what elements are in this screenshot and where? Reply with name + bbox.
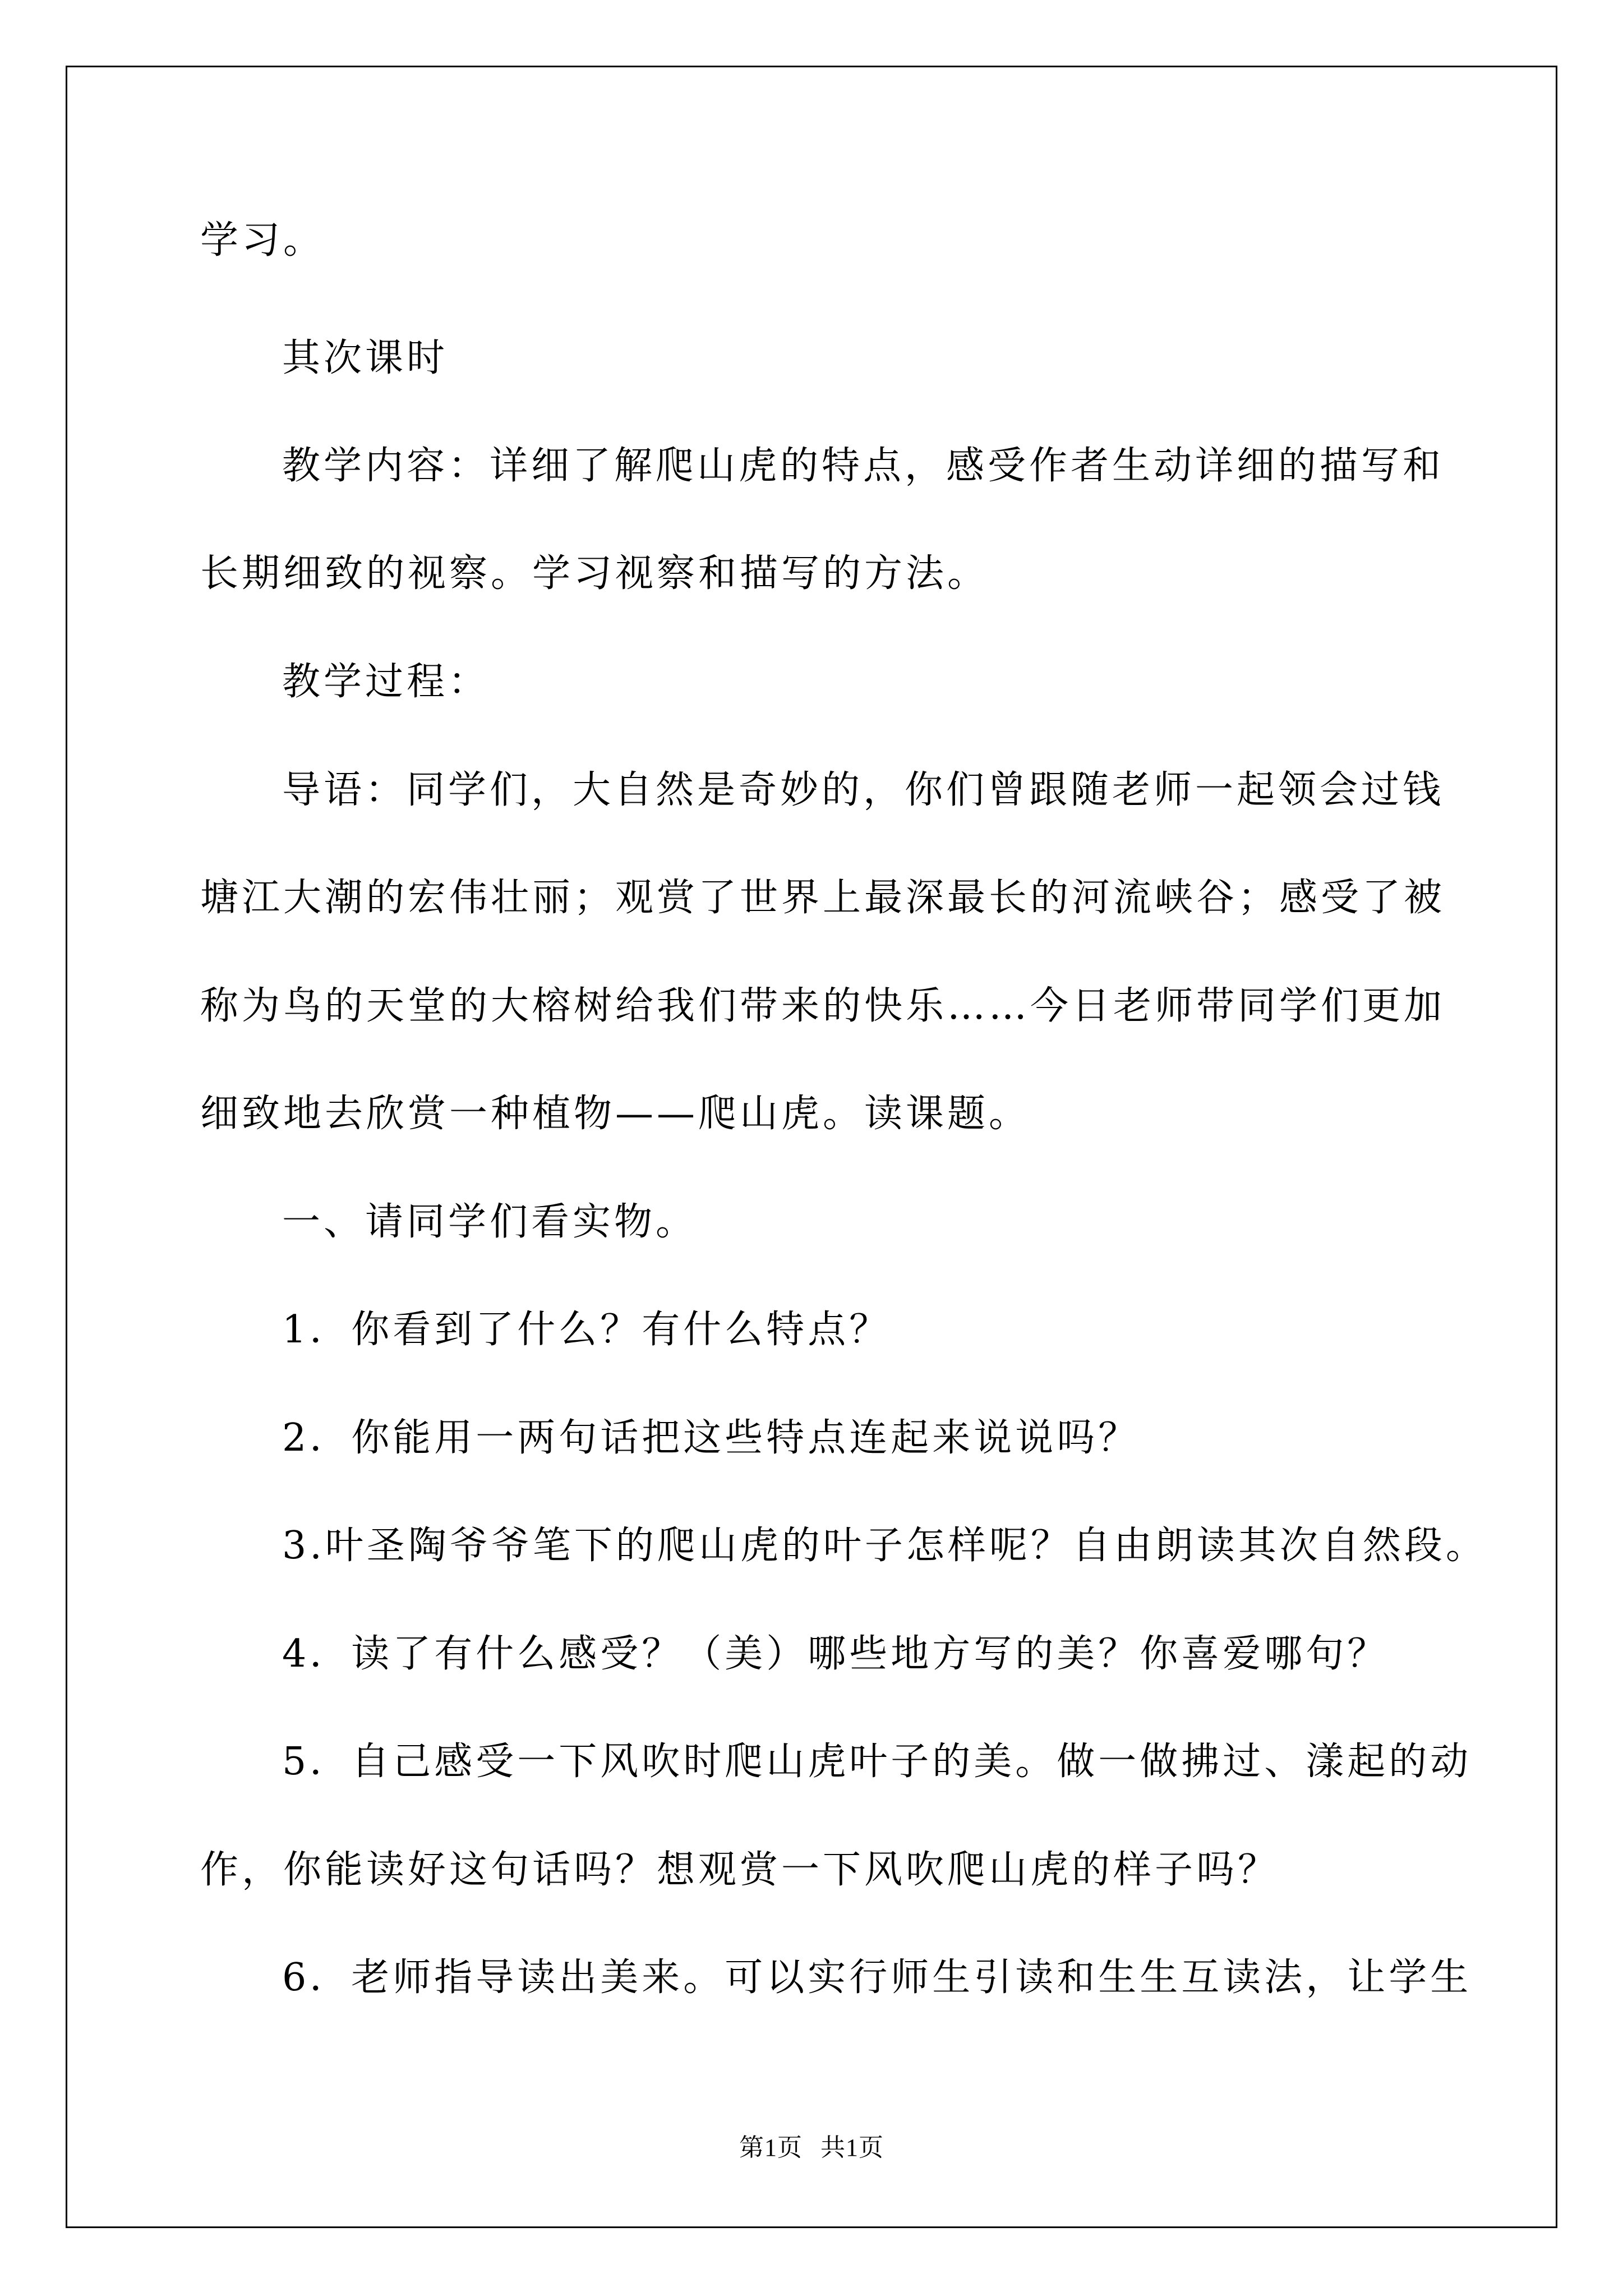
text-line: 其次课时 — [282, 336, 449, 380]
text-line: 教学内容：详细了解爬山虎的特点，感受作者生动详细的描写和 — [282, 444, 1445, 488]
text-line: 学习。 — [200, 218, 325, 263]
text-line: 细致地去欣赏一种植物——爬山虎。读课题。 — [200, 1092, 1031, 1136]
text-line: 导语：同学们，大自然是奇妙的，你们曾跟随老师一起领会过钱 — [282, 768, 1445, 812]
text-line: 4．读了有什么感受？（美）哪些地方写的美？你喜爱哪句？ — [282, 1632, 1389, 1676]
page-total: 共1页 — [820, 2134, 884, 2161]
text-line: 塘江大潮的宏伟壮丽；观赏了世界上最深最长的河流峡谷；感受了被 — [200, 876, 1446, 920]
text-line: 5．自己感受一下风吹时爬山虎叶子的美。做一做拂过、漾起的动 — [282, 1740, 1472, 1784]
text-line: 一、请同学们看实物。 — [282, 1200, 698, 1244]
text-line: 3.叶圣陶爷爷笔下的爬山虎的叶子怎样呢？自由朗读其次自然段。 — [282, 1524, 1487, 1568]
page-footer — [0, 2136, 1623, 2160]
text-line: 教学过程： — [282, 660, 490, 704]
page-number: 第1页 — [739, 2134, 803, 2161]
text-line: 2．你能用一两句话把这些特点连起来说说吗？ — [282, 1416, 1140, 1460]
text-line: 6．老师指导读出美来。可以实行师生引读和生生互读法，让学生 — [282, 1955, 1472, 2000]
text-line: 长期细致的视察。学习视察和描写的方法。 — [200, 551, 989, 596]
text-line: 1．你看到了什么？有什么特点？ — [282, 1308, 891, 1352]
text-line: 作，你能读好这句话吗？想观赏一下风吹爬山虎的样子吗？ — [200, 1848, 1280, 1892]
text-line: 称为鸟的天堂的大榕树给我们带来的快乐……今日老师带同学们更加 — [200, 984, 1446, 1028]
page-border — [66, 66, 1557, 2228]
